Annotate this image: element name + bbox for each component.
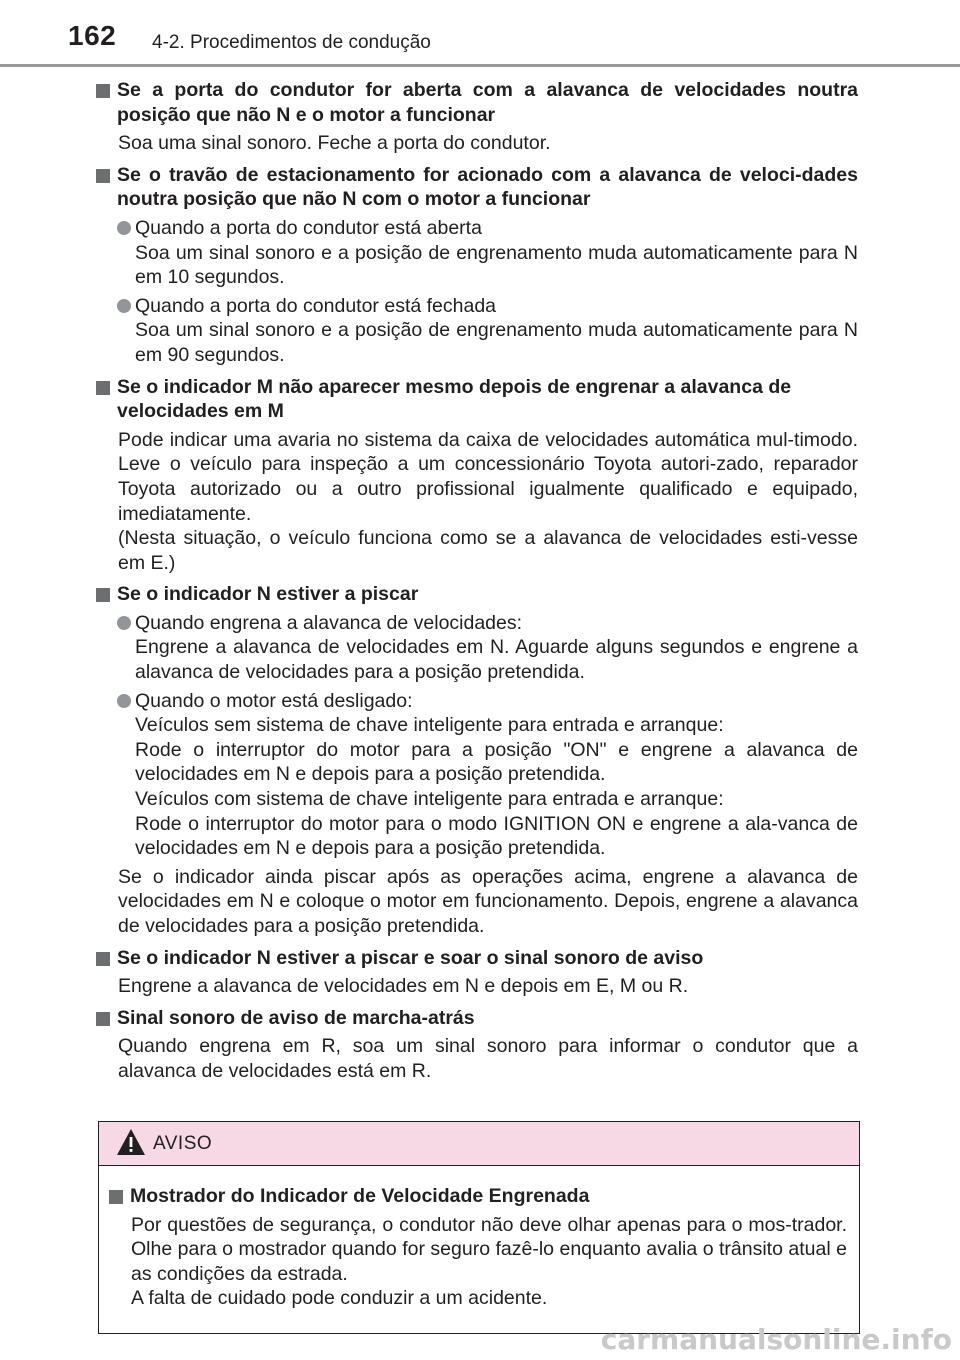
- bullet-text: Veículos sem sistema de chave inteligente para entrada e arranque:: [135, 714, 724, 737]
- section-m-indicator: [96, 375, 858, 576]
- page-number: 162: [68, 20, 117, 51]
- paragraph: Soa uma sinal sonoro. Feche a porta do condutor.: [118, 132, 551, 155]
- circle-bullet-icon: [117, 616, 131, 630]
- square-bullet-icon: [96, 588, 110, 602]
- square-bullet-icon: [96, 169, 110, 183]
- bullet-item: [96, 216, 858, 290]
- circle-bullet-icon: [117, 299, 131, 313]
- bullet-title: Quando engrena a alavanca de velocidades:: [135, 611, 523, 634]
- bullet-title: Quando a porta do condutor está fechada: [135, 294, 497, 317]
- paragraph: Pode indicar uma avaria no sistema da caixa de velocidades automática mul-timodo. Leve o veículo para inspeção a um concessionário Toyota autori-zado, reparador Toyota autorizado ou a outro profissional igualmente qualificado e equipado, imediatamente.: [118, 428, 858, 525]
- paragraph: A falta de cuidado pode conduzir a um acidente.: [131, 1287, 548, 1310]
- bullet-text: Rode o interruptor do motor para a posição "ON" e engrene a alavanca de velocidades em N e depois para a posição pretendida.: [135, 738, 858, 786]
- heading-text: Se o indicador M não aparecer mesmo depois de engrenar a alavanca de velocidades em M: [117, 375, 792, 423]
- heading-text: Se o indicador N estiver a piscar: [117, 583, 419, 606]
- square-bullet-icon: [96, 84, 110, 98]
- square-bullet-icon: [96, 1012, 110, 1026]
- section-parking-brake: [96, 163, 858, 368]
- bullet-title: Quando a porta do condutor está aberta: [135, 216, 482, 239]
- warning-box: [98, 1121, 860, 1334]
- bullet-text: Soa um sinal sonoro e a posição de engrenamento muda automaticamente para N em 90 segundos.: [135, 319, 858, 366]
- paragraph: (Nesta situação, o veículo funciona como se a alavanca de velocidades esti-vesse em E.): [118, 527, 858, 574]
- section-heading: [96, 375, 858, 424]
- bullet-text: Soa um sinal sonoro e a posição de engrenamento muda automaticamente para N em 10 segundos.: [135, 241, 858, 289]
- circle-bullet-icon: [117, 221, 131, 235]
- section-heading: [96, 163, 858, 212]
- heading-text: Mostrador do Indicador de Velocidade Engrenada: [130, 1185, 590, 1207]
- main-content: [96, 78, 858, 1091]
- section-title: 4-2. Procedimentos de condução: [152, 32, 431, 53]
- section-n-blinking-buzzer: [96, 946, 858, 999]
- section-door-open: [96, 78, 858, 156]
- bullet-text: Engrene a alavanca de velocidades em N. Aguarde alguns segundos e engrene a alavanca de velocidades para a posição pretendida.: [135, 636, 858, 684]
- paragraph: Engrene a alavanca de velocidades em N e depois em E, M ou R.: [118, 975, 689, 998]
- bullet-item: [96, 689, 858, 861]
- square-bullet-icon: [109, 1190, 123, 1204]
- watermark: carmanualsonline.info: [600, 1323, 952, 1356]
- section-heading: [96, 582, 858, 607]
- heading-text: Se a porta do condutor for aberta com a alavanca de velocidades noutra posição que não N e o motor a funcionar: [117, 79, 858, 126]
- bullet-text: Veículos com sistema de chave inteligente para entrada e arranque:: [135, 788, 724, 811]
- heading-text: Se o travão de estacionamento for acionado com a alavanca de veloci-dades noutra posição que não N com o motor a funcionar: [117, 163, 858, 211]
- warning-body: [99, 1166, 859, 1311]
- section-heading: [96, 946, 858, 971]
- section-reverse-buzzer: [96, 1006, 858, 1084]
- section-heading: [96, 1006, 858, 1031]
- bullet-text: Rode o interruptor do motor para o modo IGNITION ON e engrene a ala-vanca de velocidades em N e depois para a posição pretendida.: [135, 812, 858, 860]
- bullet-item: [96, 611, 858, 685]
- circle-bullet-icon: [117, 694, 131, 708]
- section-n-indicator-blinking: [96, 582, 858, 938]
- section-heading: [96, 78, 858, 127]
- paragraph: Se o indicador ainda piscar após as operações acima, engrene a alavanca de velocidades em N e coloque o motor em funcionamento. Depois, engrene a alavanca de velocidades para a posição pretendida.: [118, 865, 858, 937]
- heading-text: Sinal sonoro de aviso de marcha-atrás: [117, 1006, 475, 1029]
- bullet-item: [96, 294, 858, 368]
- warning-triangle-icon: [116, 1128, 146, 1156]
- warning-heading: [109, 1184, 847, 1209]
- header-divider: [0, 64, 960, 67]
- warning-header: [99, 1122, 859, 1166]
- paragraph: Por questões de segurança, o condutor não deve olhar apenas para o mos-trador. Olhe para o mostrador quando for seguro fazê-lo enquanto avalia o trânsito atual e as condições da estrada.: [131, 1213, 847, 1285]
- bullet-title: Quando o motor está desligado:: [135, 689, 413, 712]
- square-bullet-icon: [96, 952, 110, 966]
- heading-text: Se o indicador N estiver a piscar e soar o sinal sonoro de aviso: [117, 946, 704, 969]
- paragraph: Quando engrena em R, soa um sinal sonoro para informar o condutor que a alavanca de velocidades está em R.: [118, 1035, 858, 1082]
- warning-label: AVISO: [153, 1133, 213, 1154]
- square-bullet-icon: [96, 381, 110, 395]
